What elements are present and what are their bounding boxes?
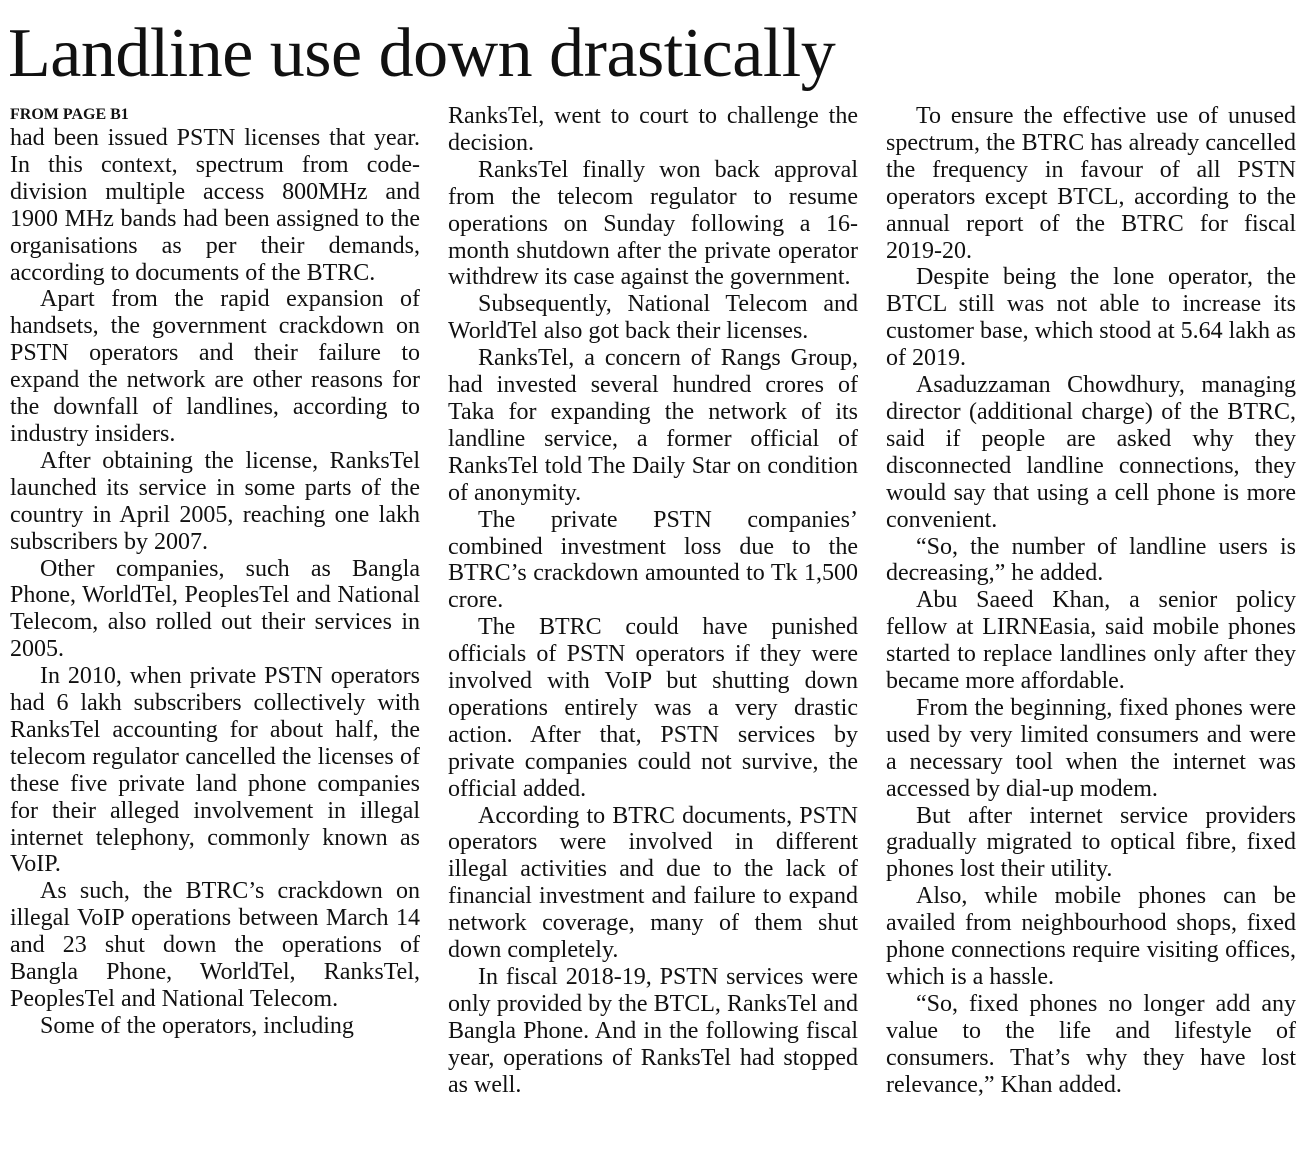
paragraph: Also, while mobile phones can be availed from neighbourhood shops, fixed phone connections require visiting offices, which is a hassle. <box>886 883 1296 990</box>
paragraph: From the beginning, fixed phones were used by very limited consumers and were a necessary tool when the internet was accessed by dial-up modem. <box>886 694 1296 802</box>
dateline: FROM PAGE B1 <box>10 106 129 123</box>
paragraph: Other companies, such as Bangla Phone, WorldTel, PeoplesTel and National Telecom, also rolled out their services in 2005. <box>10 555 420 663</box>
paragraph: Despite being the lone operator, the BTCL still was not able to increase its customer base, which stood at 5.64 lakh as of 2019. <box>886 264 1296 372</box>
paragraph: had been issued PSTN licenses that year. In this context, spectrum from code-division multiple access 800MHz and 1900 MHz bands had been assigned to the organisations as per their demands, according to documents of the BTRC. <box>10 125 420 286</box>
headline: Landline use down drastically <box>8 15 836 92</box>
paragraph: RanksTel finally won back approval from the telecom regulator to resume operations on Sunday following a 16-month shutdown after the private operator withdrew its case against the government. <box>448 156 858 291</box>
paragraph: “So, the number of landline users is decreasing,” he added. <box>886 533 1296 587</box>
paragraph: Subsequently, National Telecom and WorldTel also got back their licenses. <box>448 291 858 345</box>
paragraph: The BTRC could have punished officials of PSTN operators if they were involved with VoIP but shutting down operations entirely was a very drastic action. After that, PSTN services by private companies could not survive, the official added. <box>448 614 858 802</box>
paragraph: To ensure the effective use of unused spectrum, the BTRC has already cancelled the frequency in favour of all PSTN operators except BTCL, according to the annual report of the BTRC for fiscal 2019-20. <box>886 103 1296 264</box>
paragraph: In fiscal 2018-19, PSTN services were only provided by the BTCL, RanksTel and Bangla Phone. And in the following fiscal year, operations of RanksTel had stopped as well. <box>448 964 858 1098</box>
paragraph: RanksTel, a concern of Rangs Group, had invested several hundred crores of Taka for expanding the network of its landline service, a former official of RanksTel told The Daily Star on condition of anonymity. <box>448 345 858 506</box>
paragraph: After obtaining the license, RanksTel launched its service in some parts of the country in April 2005, reaching one lakh subscribers by 2007. <box>10 447 420 555</box>
paragraph: In 2010, when private PSTN operators had 6 lakh subscribers collectively with RanksTel accounting for about half, the telecom regulator cancelled the licenses of these five private land phone companies for their alleged involvement in illegal internet telephony, commonly known as VoIP. <box>10 663 420 878</box>
paragraph: Some of the operators, including <box>40 1012 354 1039</box>
paragraph: “So, fixed phones no longer add any value to the life and lifestyle of consumers. That’s why they have lost relevance,” Khan added. <box>886 990 1296 1098</box>
paragraph: But after internet service providers gradually migrated to optical fibre, fixed phones lost their utility. <box>886 802 1296 883</box>
paragraph: RanksTel, went to court to challenge the decision. <box>448 103 858 156</box>
paragraph: Apart from the rapid expansion of handsets, the government crackdown on PSTN operators and their failure to expand the network are other reasons for the downfall of landlines, according to industry insiders. <box>10 286 420 447</box>
paragraph: According to BTRC documents, PSTN operators were involved in different illegal activities and due to the lack of financial investment and failure to expand network coverage, many of them shut down completely. <box>448 802 858 964</box>
paragraph: As such, the BTRC’s crackdown on illegal VoIP operations between March 14 and 23 shut down the operations of Bangla Phone, WorldTel, RanksTel, PeoplesTel and National Telecom. <box>10 878 420 1012</box>
paragraph: The private PSTN companies’ combined investment loss due to the BTRC’s crackdown amounted to Tk 1,500 crore. <box>448 506 858 614</box>
article-column-2 <box>448 103 858 1099</box>
paragraph: Asaduzzaman Chowdhury, managing director (additional charge) of the BTRC, said if people are asked why they disconnected landline connections, they would say that using a cell phone is more convenient. <box>886 372 1296 533</box>
article-column-1 <box>10 103 420 1040</box>
article-column-3 <box>886 103 1296 1099</box>
paragraph: Abu Saeed Khan, a senior policy fellow at LIRNEasia, said mobile phones started to replace landlines only after they became more affordable. <box>886 587 1296 695</box>
